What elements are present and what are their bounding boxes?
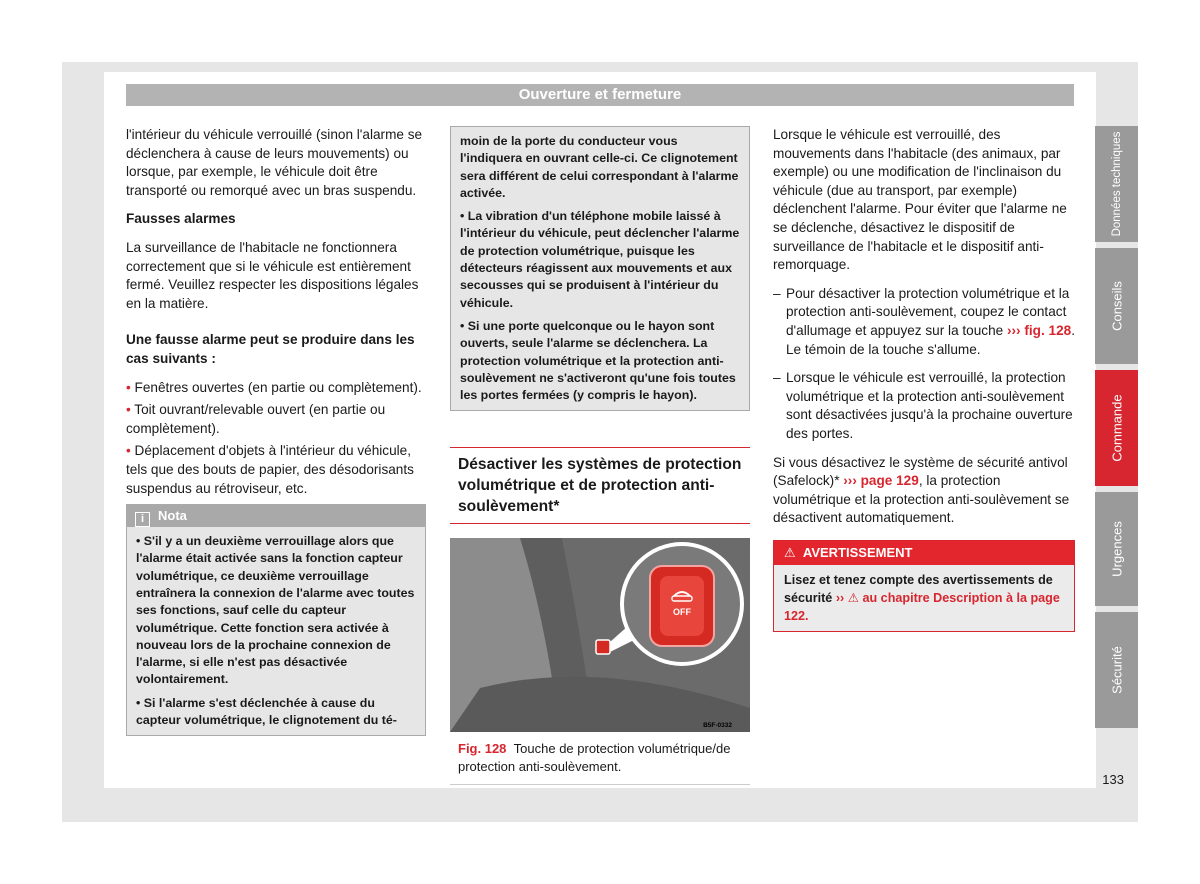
figure-illustration bbox=[450, 538, 750, 732]
nota-item: • S'il y a un deuxième verrouillage alors que l'alarme était activée sans la fonction capteur volumétrique, ce deuxième verrouillage entraînera la connexion de l'alarme avec toutes ses fonctions, sauf celle du capteur volumétrique. Cette fonction sera activée à nouveau lors de la prochaine connexion de l'alarme, si elle n'est pas désactivée volontairement. bbox=[136, 534, 415, 687]
paragraph-text: , la protection volumétrique et la protection anti-soulèvement se désactivent automatiquement. bbox=[773, 473, 1070, 526]
nota-item: • Si l'alarme s'est déclenchée à cause du capteur volumétrique, le clignotement du té- bbox=[136, 695, 397, 728]
figure-label: Fig. 128 bbox=[458, 741, 507, 757]
tab-commande[interactable] bbox=[1095, 370, 1138, 486]
link-fig-128[interactable]: ››› fig. 128 bbox=[1007, 322, 1072, 338]
nota-title: Nota bbox=[158, 508, 187, 524]
nota-box-continued bbox=[450, 126, 750, 411]
list-item bbox=[126, 401, 426, 438]
tab-label: Commande bbox=[1109, 394, 1124, 462]
figure-caption-text: Touche de protection volumétrique/de protection anti-soulèvement. bbox=[458, 741, 731, 775]
tab-label: Sécurité bbox=[1109, 646, 1124, 694]
paragraph-lorsque: Lorsque le véhicule est verrouillé, des mouvements dans l'habitacle (des animaux, par exemple) ou une modification de l'inclinaison du véhicule (due au transport, par exemple) déclenchent l'alarme. Pour éviter que l'alarme ne se déclenche, désactivez le dispositif de surveillance de l'habitacle et le dispositif anti-remorquage. bbox=[773, 127, 1067, 273]
link-page-129[interactable]: ››› page 129 bbox=[843, 473, 919, 489]
nota-item: • La vibration d'un téléphone mobile laissé à l'intérieur du véhicule, peut déclencher l'alarme de protection volumétrique, puisque les détecteurs réagissent aux mouvements et aux secousses qui se produisent à l'intérieur du véhicule. bbox=[460, 209, 740, 310]
list-item bbox=[773, 285, 1075, 359]
paragraph-surveillance: La surveillance de l'habitacle ne fonctionnera correctement que si le véhicule est entièrement fermé. Veuillez respecter les dispositions légales en la matière. bbox=[126, 239, 419, 311]
tab-donnees-techniques[interactable] bbox=[1095, 126, 1138, 242]
bullet-icon: • bbox=[126, 443, 131, 459]
nota-item: • Si une porte quelconque ou le hayon sont ouverts, seule l'alarme se déclenchera. La protection volumétrique et la protection anti-soulèvement ne s'activeront qu'une fois toutes les portes fermées (y compris le hayon). bbox=[460, 318, 736, 403]
tab-urgences[interactable] bbox=[1095, 492, 1138, 606]
warning-icon: ⚠ bbox=[784, 544, 796, 560]
figure-128 bbox=[450, 538, 750, 732]
tab-label: Urgences bbox=[1109, 521, 1124, 577]
nota-box bbox=[126, 504, 426, 736]
warning-body bbox=[774, 565, 1074, 631]
warning-box bbox=[773, 540, 1075, 632]
warning-title: AVERTISSEMENT bbox=[802, 544, 913, 560]
page-number: 133 bbox=[1102, 772, 1124, 787]
nota-header bbox=[127, 505, 425, 527]
subheading-cas-suivants: Une fausse alarme peut se produire dans les cas suivants : bbox=[126, 332, 415, 366]
chapter-header: Ouverture et fermeture bbox=[126, 84, 1074, 106]
list-item-text: . Le témoin de la touche s'allume. bbox=[786, 322, 1075, 357]
list-item-text: Déplacement d'objets à l'intérieur du véhicule, tels que des bouts de papier, des désodorisants suspendus au rétroviseur, etc. bbox=[126, 443, 414, 496]
dash-marker: – bbox=[773, 285, 781, 301]
list-item-text: Toit ouvrant/relevable ouvert (en partie ou complètement). bbox=[126, 402, 386, 436]
nota-item: moin de la porte du conducteur vous l'indiquera en ouvrant celle-ci. Ce clignotement sera différent de celui correspondant à l'alarme activée. bbox=[460, 134, 739, 200]
dash-marker: – bbox=[773, 370, 781, 386]
link-page-122[interactable]: ›› ⚠ au chapitre Description à la page 122. bbox=[784, 590, 1060, 623]
tab-securite[interactable] bbox=[1095, 612, 1138, 728]
list-item bbox=[126, 379, 426, 398]
info-icon: i bbox=[135, 512, 150, 527]
tab-conseils[interactable] bbox=[1095, 248, 1138, 364]
list-item-text: Pour désactiver la protection volumétrique et la protection anti-soulèvement, coupez le contact d'allumage et appuyez sur la touche bbox=[786, 285, 1070, 338]
column-middle bbox=[450, 126, 750, 785]
bullet-icon: • bbox=[126, 402, 131, 418]
list-item-text: Lorsque le véhicule est verrouillé, la protection volumétrique et la protection anti-soulèvement sont désactivées jusqu'à la prochaine ouverture des portes. bbox=[786, 370, 1073, 441]
subheading-fausses-alarmes: Fausses alarmes bbox=[126, 211, 236, 227]
tab-label: Données techniques bbox=[1110, 131, 1123, 237]
column-right bbox=[773, 126, 1075, 632]
list-item-text: Fenêtres ouvertes (en partie ou complètement). bbox=[134, 379, 422, 395]
bullet-icon: • bbox=[126, 379, 131, 395]
tab-label: Conseils bbox=[1109, 281, 1124, 331]
nota-body bbox=[127, 527, 425, 735]
figure-caption bbox=[450, 736, 750, 784]
paragraph-text: Si vous désactivez le système de sécurité antivol (Safelock)* bbox=[773, 454, 1068, 489]
paragraph-safelock bbox=[773, 454, 1075, 528]
list-item bbox=[773, 369, 1075, 443]
section-title: Désactiver les systèmes de protection volumétrique et de protection anti-soulèvement* bbox=[450, 447, 750, 524]
button-off-label: OFF bbox=[673, 607, 691, 618]
warning-header bbox=[774, 541, 1074, 565]
column-left bbox=[126, 126, 426, 736]
figure-code: B5F-0332 bbox=[703, 722, 732, 730]
list-item bbox=[126, 442, 426, 498]
paragraph-intro: l'intérieur du véhicule verrouillé (sinon l'alarme se déclenchera à cause de leurs mouvements) ou lorsque, par exemple, le véhicule doit être transporté ou remorqué avec un bras suspendu. bbox=[126, 127, 423, 198]
warning-text: Lisez et tenez compte des avertissements de sécurité bbox=[784, 572, 1053, 605]
